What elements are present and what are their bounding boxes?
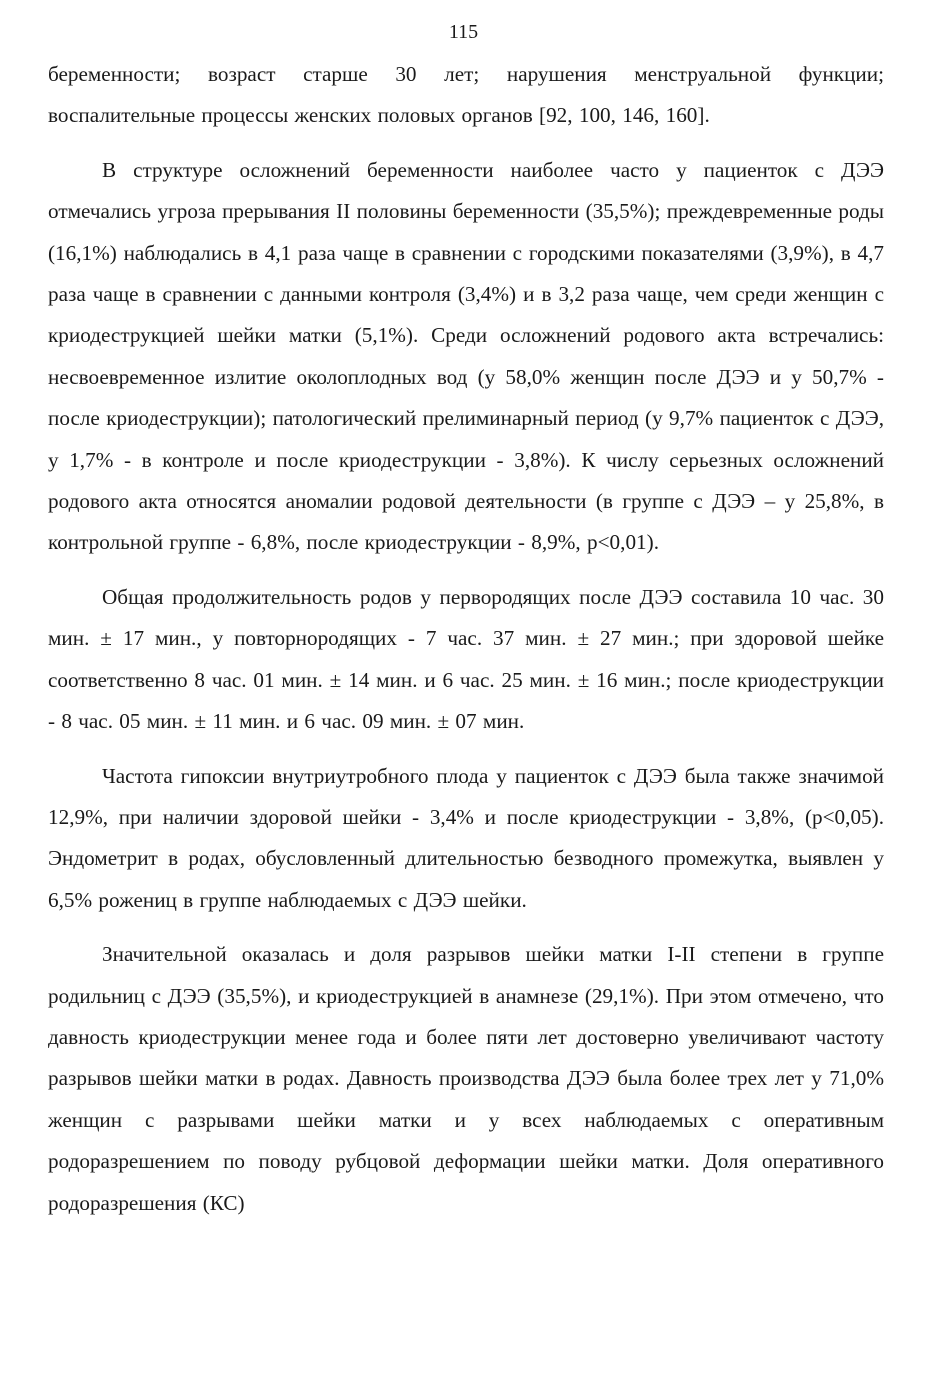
document-body <box>48 54 884 1224</box>
paragraph-fetal-hypoxia: Частота гипоксии внутриутробного плода у пациенток с ДЭЭ была также значимой 12,9%, при наличии здоровой шейки - 3,4% и после криодеструкции - 3,8%, (р<0,05). Эндометрит в родах, обусловленный длительностью безводного промежутка, выявлен у 6,5% рожениц в группе наблюдаемых с ДЭЭ шейки. <box>48 763 884 912</box>
paragraph-continuation: беременности; возраст старше 30 лет; нарушения менструальной функции; воспалительные процессы женских половых органов [92, 100, 146, 160]. <box>48 62 884 128</box>
paragraph-pregnancy-complications: В структуре осложнений беременности наиболее часто у пациенток с ДЭЭ отмечались угроза прерывания II половины беременности (35,5%); преждевременные роды (16,1%) наблюдались в 4,1 раза чаще в сравнении с городскими показателями (3,9%), в 4,7 раза чаще в сравнении с данными контроля (3,4%) и в 3,2 раза чаще, чем среди женщин с криодеструкцией шейки матки (5,1%). Среди осложнений родового акта встречались: несвоевременное излитие околоплодных вод (у 58,0% женщин после ДЭЭ и у 50,7% - после криодеструкции); патологический прелиминарный период (у 9,7% пациенток с ДЭЭ, у 1,7% - в контроле и после криодеструкции - 3,8%). К числу серьезных осложнений родового акта относятся аномалии родовой деятельности (в группе с ДЭЭ – у 25,8%, в контрольной группе - 6,8%, после криодеструкции - 8,9%, р<0,01). <box>48 157 884 555</box>
paragraph-labor-duration: Общая продолжительность родов у первородящих после ДЭЭ составила 10 час. 30 мин. ± 17 мин., у повторнородящих - 7 час. 37 мин. ± 27 мин.; при здоровой шейке соответственно 8 час. 01 мин. ± 14 мин. и 6 час. 25 мин. ± 16 мин.; после криодеструкции - 8 час. 05 мин. ± 11 мин. и 6 час. 09 мин. ± 07 мин. <box>48 584 884 734</box>
page-number: 115 <box>448 21 479 43</box>
paragraph-cervical-ruptures: Значительной оказалась и доля разрывов шейки матки I-II степени в группе родильниц с ДЭЭ (35,5%), и криодеструкцией в анамнезе (29,1%). При этом отмечено, что давность криодеструкции менее года и более пяти лет достоверно увеличивают частоту разрывов шейки матки в родах. Давность производства ДЭЭ была более трех лет у 71,0% женщин с разрывами шейки матки и у всех наблюдаемых с оперативным родоразрешением по поводу рубцовой деформации шейки матки. Доля оперативного родоразрешения (КС) <box>48 942 884 1215</box>
